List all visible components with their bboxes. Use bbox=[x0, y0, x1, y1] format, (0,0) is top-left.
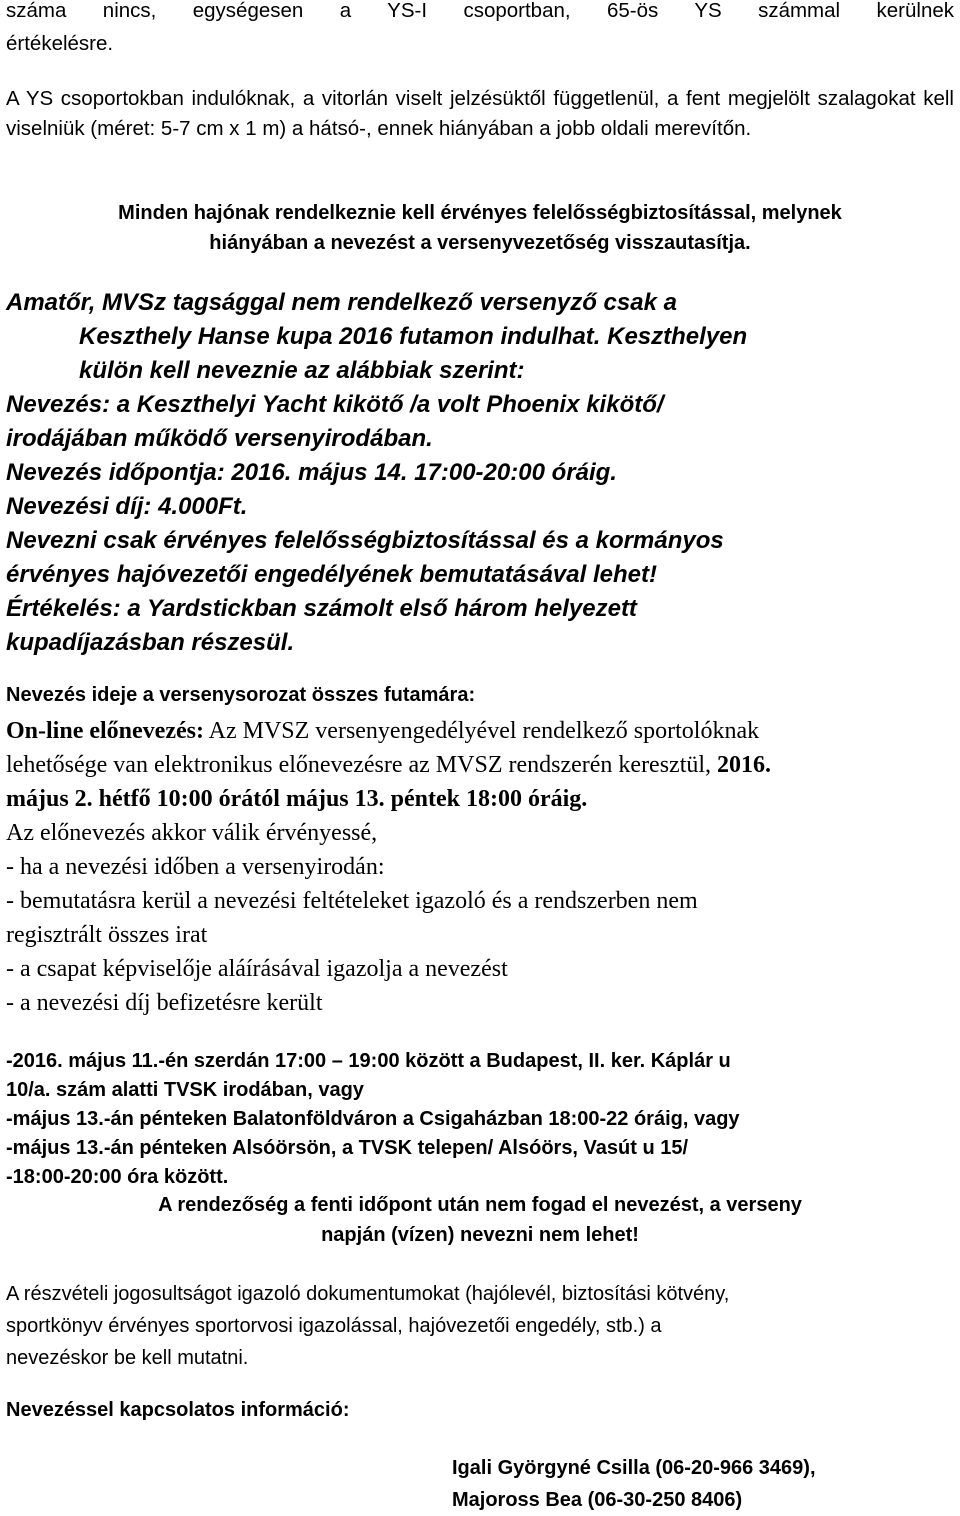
insurance-notice-line-2: hiányában a nevezést a versenyvezetőség visszautasítja. bbox=[209, 232, 751, 254]
intro-line-1: száma nincs, egységesen a YS-I csoportban, 65-ös YS számmal kerülnek bbox=[6, 0, 954, 22]
insurance-notice-line-1: Minden hajónak rendelkeznie kell érvényes felelősségbiztosítással, melynek bbox=[118, 202, 842, 224]
intro-paragraph-1 bbox=[6, 0, 954, 60]
intro-line-2: értékelésre. bbox=[6, 32, 114, 55]
online-label: On-line előnevezés: bbox=[6, 718, 204, 744]
amateur-line-5: irodájában működő versenyirodában. bbox=[6, 425, 433, 452]
insurance-notice bbox=[0, 198, 960, 258]
amateur-line-9: érvényes hajóvezetői engedélyének bemutatásával lehet! bbox=[6, 561, 657, 588]
online-line-3: május 2. hétfő 10:00 órától május 13. péntek 18:00 óráig. bbox=[6, 786, 588, 812]
contacts bbox=[452, 1452, 816, 1516]
online-text-2: lehetősége van elektronikus előnevezésre az MVSZ rendszerén keresztül, bbox=[6, 752, 718, 778]
condition-line-2: - bemutatásra kerül a nevezési feltételeket igazoló és a rendszerben nem bbox=[6, 888, 698, 914]
validity-line: Az előnevezés akkor válik érvényessé, bbox=[6, 820, 378, 846]
organizer-notice-line-2: napján (vízen) nevezni nem lehet! bbox=[321, 1224, 639, 1246]
intro-paragraph-2: A YS csoportokban indulóknak, a vitorlán viselt jelzésüktől függetlenül, a fent megjelölt szalagokat kell viselniük (méret: 5-7 cm x 1 m) a hátsó-, ennek hiányában a jobb oldali merevítőn. bbox=[6, 87, 954, 140]
dates-line-2: 10/a. szám alatti TVSK irodában, vagy bbox=[6, 1079, 364, 1101]
organizer-notice bbox=[0, 1190, 960, 1250]
entry-period-body bbox=[6, 714, 956, 1020]
condition-line-4: - a csapat képviselője aláírásával igazolja a nevezést bbox=[6, 956, 508, 982]
dates-line-4: -május 13.-án pénteken Alsóörsön, a TVSK telepen/ Alsóörs, Vasút u 15/ bbox=[6, 1137, 689, 1159]
required-documents bbox=[6, 1278, 954, 1374]
amateur-line-2: Keszthely Hanse kupa 2016 futamon indulhat. Keszthelyen bbox=[79, 323, 748, 350]
online-text-1: Az MVSZ versenyengedélyével rendelkező sportolóknak bbox=[203, 718, 760, 744]
amateur-line-3: külön kell neveznie az alábbiak szerint: bbox=[79, 357, 525, 384]
amateur-line-10: Értékelés: a Yardstickban számolt első három helyezett bbox=[6, 595, 637, 622]
condition-line-5: - a nevezési díj befizetésre került bbox=[6, 990, 323, 1016]
contact-1: Igali Györgyné Csilla (06-20-966 3469), bbox=[452, 1457, 816, 1479]
online-year: 2016. bbox=[717, 752, 772, 778]
condition-line-3: regisztrált összes irat bbox=[6, 922, 208, 948]
amateur-entry-section bbox=[6, 286, 954, 660]
entry-dates bbox=[6, 1047, 956, 1192]
online-line-2 bbox=[6, 748, 956, 782]
amateur-line-11: kupadíjazásban részesül. bbox=[6, 629, 295, 656]
condition-line-1: - ha a nevezési időben a versenyirodán: bbox=[6, 854, 385, 880]
organizer-notice-line-1: A rendezőség a fenti időpont után nem fogad el nevezést, a verseny bbox=[158, 1194, 802, 1216]
entry-period-heading: Nevezés ideje a versenysorozat összes futamára: bbox=[6, 684, 476, 706]
documents-line-2: sportkönyv érvényes sportorvosi igazolással, hajóvezetői engedély, stb.) a bbox=[6, 1315, 662, 1337]
contact-2: Majoross Bea (06-30-250 8406) bbox=[452, 1489, 743, 1511]
amateur-line-8: Nevezni csak érvényes felelősségbiztosítással és a kormányos bbox=[6, 527, 724, 554]
info-heading: Nevezéssel kapcsolatos információ: bbox=[6, 1399, 350, 1421]
dates-line-3: -május 13.-án pénteken Balatonföldváron a Csigaházban 18:00-22 óráig, vagy bbox=[6, 1108, 740, 1130]
online-line-1 bbox=[6, 714, 956, 748]
amateur-line-1: Amatőr, MVSz tagsággal nem rendelkező versenyző csak a bbox=[6, 289, 677, 316]
documents-line-1: A részvételi jogosultságot igazoló dokumentumokat (hajólevél, biztosítási kötvény, bbox=[6, 1283, 730, 1305]
dates-line-5: -18:00-20:00 óra között. bbox=[6, 1166, 229, 1188]
amateur-line-6: Nevezés időpontja: 2016. május 14. 17:00-20:00 óráig. bbox=[6, 459, 617, 486]
dates-line-1: -2016. május 11.-én szerdán 17:00 – 19:00 között a Budapest, II. ker. Káplár u bbox=[6, 1050, 731, 1072]
amateur-line-4: Nevezés: a Keszthelyi Yacht kikötő /a volt Phoenix kikötő/ bbox=[6, 391, 664, 418]
documents-line-3: nevezéskor be kell mutatni. bbox=[6, 1347, 249, 1369]
amateur-line-7: Nevezési díj: 4.000Ft. bbox=[6, 493, 248, 520]
